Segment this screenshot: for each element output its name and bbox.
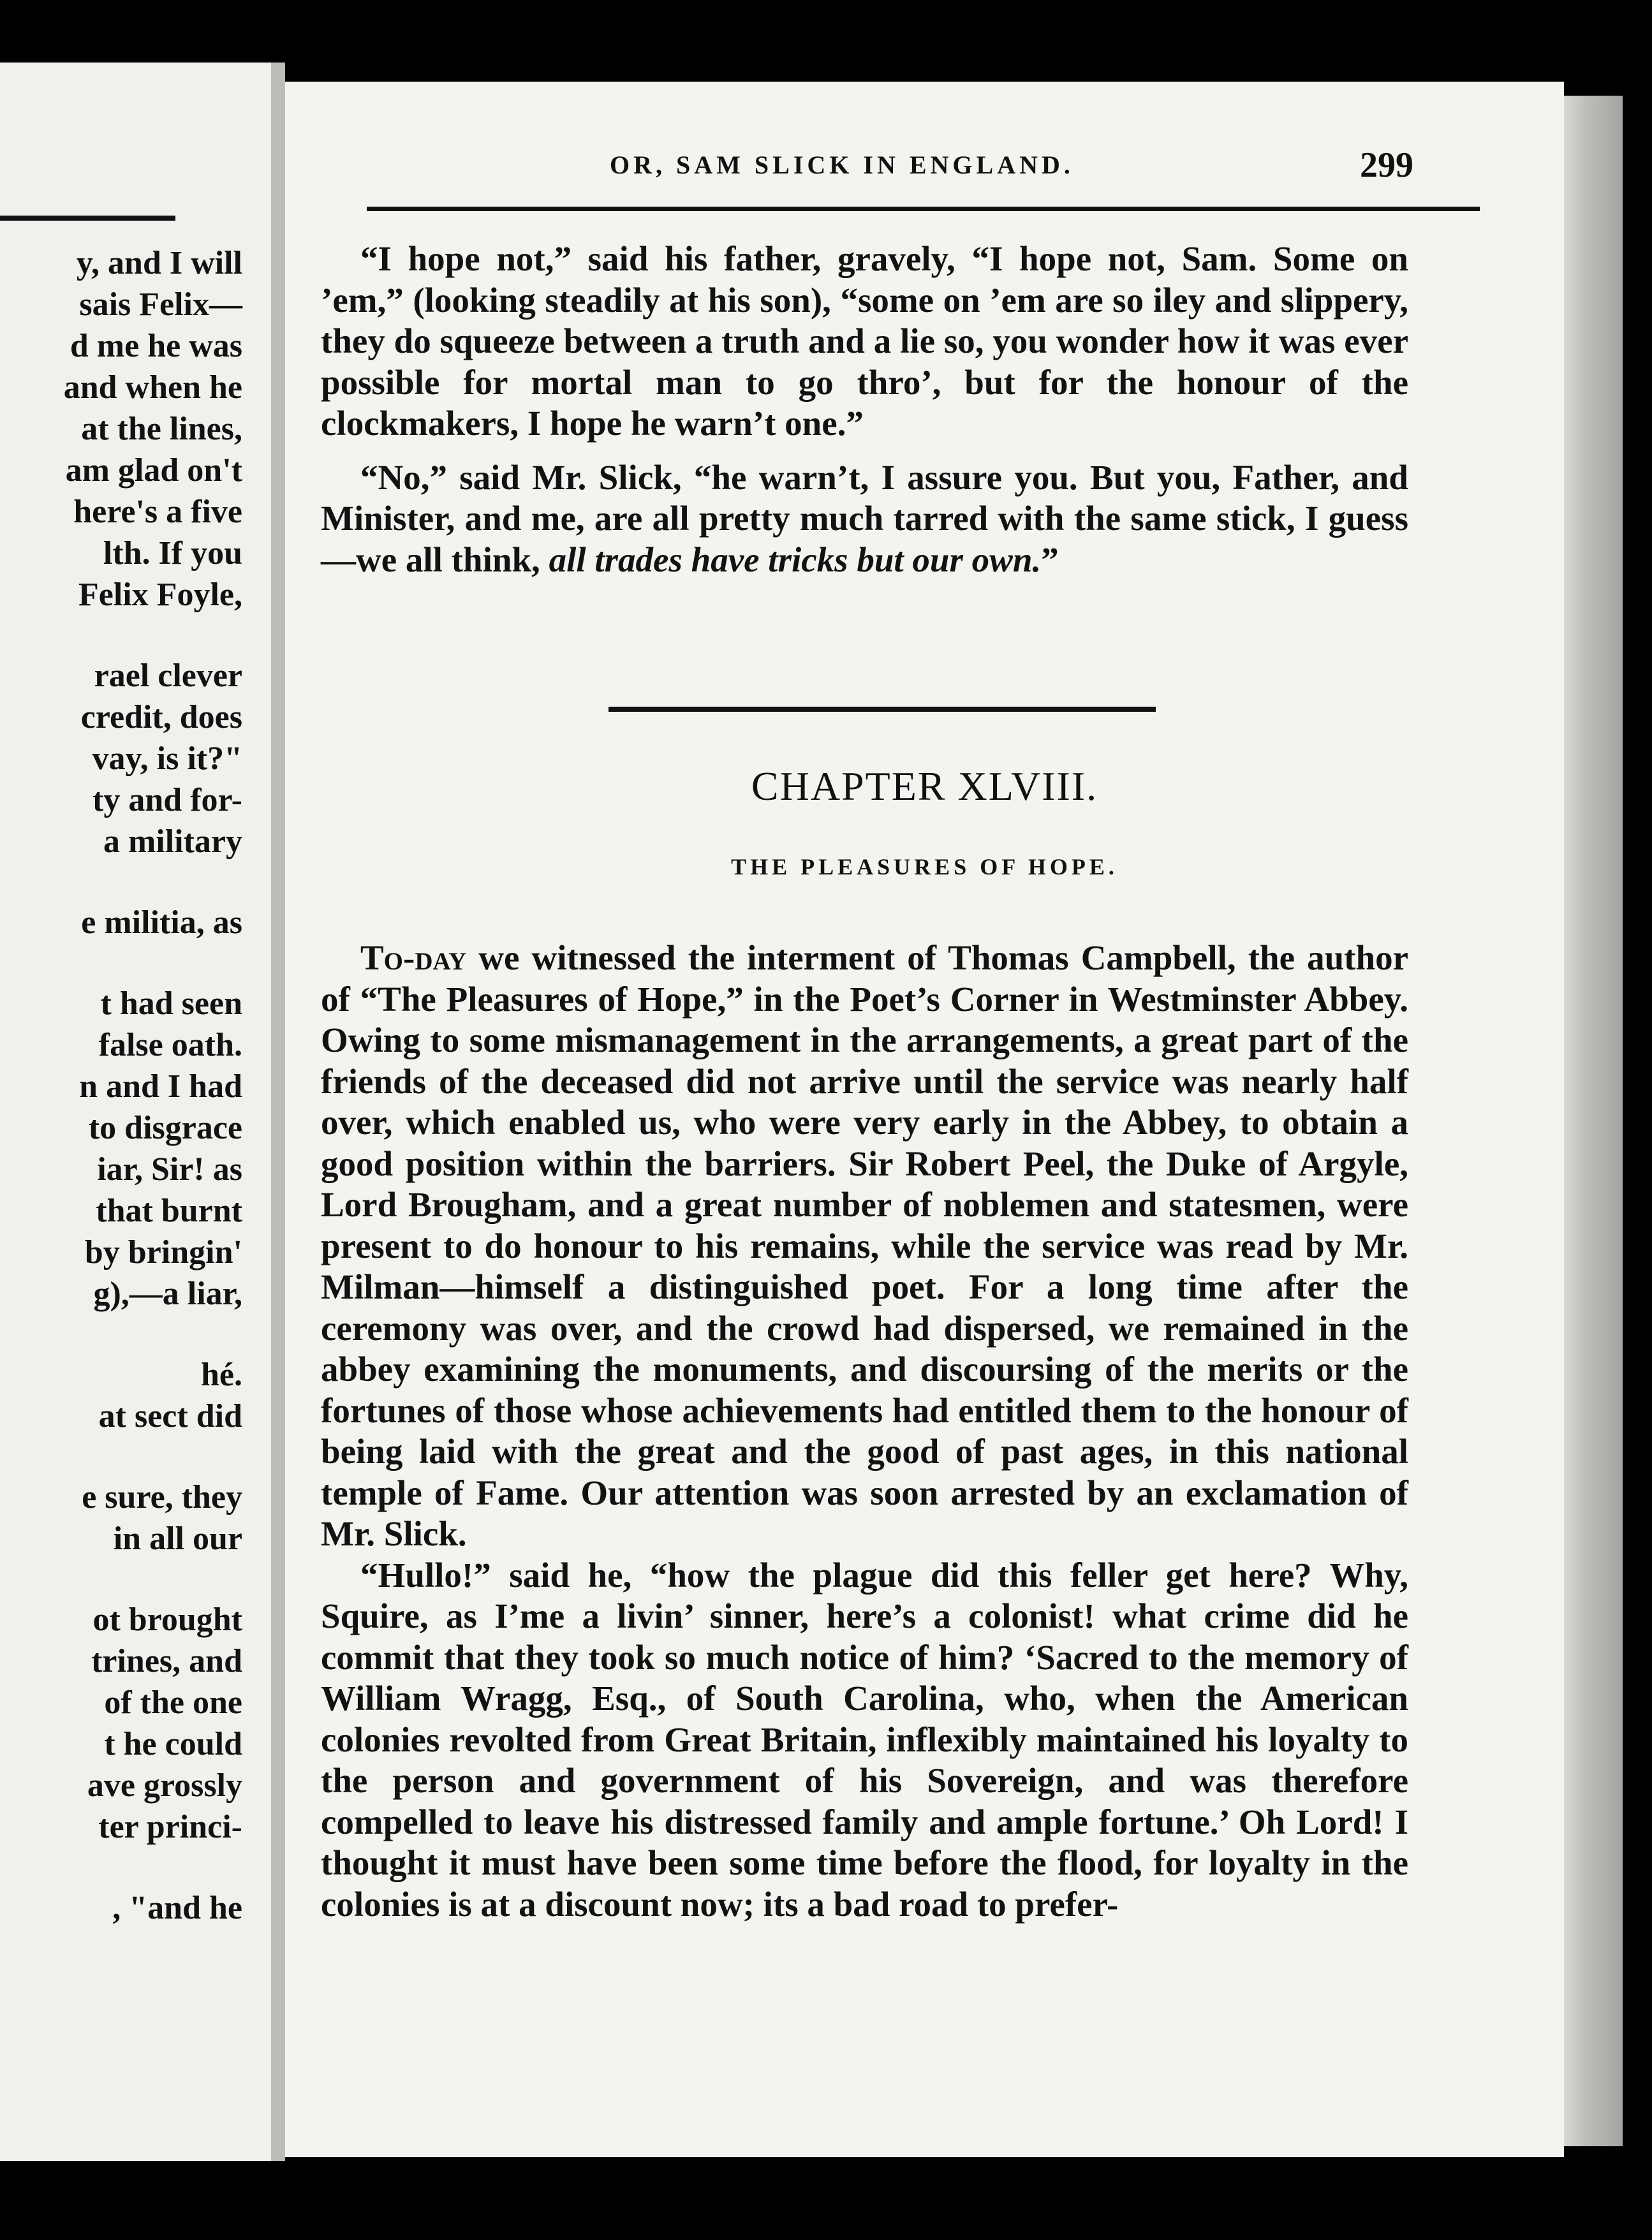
- line-gap: [13, 862, 242, 902]
- line-gap: [13, 1315, 242, 1354]
- left-page-line: sais Felix—: [79, 286, 242, 323]
- book-gutter: [271, 63, 285, 2161]
- line-gap: [13, 1559, 242, 1599]
- paragraph: “Hullo!” said he, “how the plague did this feller get here? Why, Squire, as I’me a livin’ sinner, here’s a colonist! what crime did he commit that they took so much notice of him? ‘Sacred to the memory of William Wragg, Esq., of South Carolina, who, when the American colonies revolted from Great Britain, inflexibly maintained his loyalty to the person and government of his Sovereign, and was therefore compelled to leave his distressed family and ample fortune.’ Oh Lord! I thought it must have been some time before the flood, for loyalty in the colonies is at a discount now; its a bad road to prefer-: [321, 1555, 1408, 1924]
- left-page-line: ty and for-: [92, 782, 242, 818]
- left-page-line: ter princi-: [98, 1809, 242, 1845]
- section-divider: [608, 707, 1156, 712]
- left-page-line: rael clever: [94, 658, 242, 694]
- chapter-title: CHAPTER XLVIII.: [751, 763, 1098, 809]
- left-page-line: by bringin': [84, 1234, 242, 1271]
- left-page-line: ot brought: [92, 1602, 242, 1638]
- line-gap: [13, 1848, 242, 1887]
- left-page-line: , "and he: [112, 1890, 242, 1926]
- left-page-line: Felix Foyle,: [78, 577, 242, 613]
- left-page-line: at sect did: [98, 1398, 242, 1434]
- chapter-subtitle: THE PLEASURES OF HOPE.: [731, 854, 1118, 880]
- left-page-line: lth. If you: [103, 535, 242, 571]
- header-rule: [367, 207, 1480, 211]
- left-page-line: at the lines,: [81, 411, 242, 447]
- section-2: [321, 938, 1408, 1925]
- page-edge: [1564, 96, 1623, 2146]
- paragraph: “No,” said Mr. Slick, “he warn’t, I assure you. But you, Father, and Minister, and me, are all pretty much tarred with the same stick, I guess—we all think, all trades have tricks but our own.”: [321, 457, 1408, 579]
- left-page-line: t he could: [104, 1726, 242, 1762]
- left-page-line: and when he: [63, 369, 242, 406]
- left-page-line: of the one: [104, 1684, 242, 1721]
- left-page-line: ave grossly: [87, 1767, 242, 1804]
- left-page-line: credit, does: [80, 699, 242, 735]
- main-page: [285, 82, 1564, 2157]
- left-page-line: here's a five: [73, 494, 242, 530]
- left-page-line: to disgrace: [88, 1110, 242, 1146]
- line-gap: [13, 943, 242, 983]
- section-1: [321, 239, 1408, 580]
- left-page-line: that burnt: [96, 1193, 242, 1229]
- left-page-line: d me he was: [70, 328, 242, 364]
- lead-word: To-day: [360, 938, 467, 977]
- left-page-text: [13, 242, 242, 1929]
- left-page-line: vay, is it?": [92, 741, 242, 777]
- line-gap: [13, 615, 242, 655]
- left-page-line: false oath.: [98, 1027, 242, 1063]
- left-page-line: hé.: [201, 1357, 242, 1393]
- left-page: [0, 63, 271, 2161]
- left-page-line: iar, Sir! as: [97, 1151, 242, 1188]
- page-header: [285, 145, 1564, 201]
- left-page-line: in all our: [113, 1521, 242, 1557]
- line-gap: [13, 1437, 242, 1477]
- left-page-line: t had seen: [100, 985, 242, 1022]
- left-page-line: a military: [103, 823, 242, 860]
- paragraph: To-day we witnessed the interment of Thomas Campbell, the author of “The Pleasures of Hope,” in the Poet’s Corner in Westminster Abbey. Owing to some mismanagement in the arrangements, a great part of the friends of the deceased did not arrive until the service was nearly half over, which enabled us, who were very early in the Abbey, to obtain a good position within the barriers. Sir Robert Peel, the Duke of Argyle, Lord Brougham, and a great number of noblemen and statesmen, were present to do honour to his remains, while the service was read by Mr. Milman—himself a distinguished poet. For a long time after the ceremony was over, and the crowd had dispersed, we remained in the abbey examining the monuments, and discoursing of the merits or the fortunes of those whose achievements had entitled them to the honour of being laid with the great and the good of past ages, in this national temple of Fame. Our attention was soon arrested by an exclamation of Mr. Slick.: [321, 938, 1408, 1553]
- left-page-line: am glad on't: [65, 452, 242, 489]
- running-title: OR, SAM SLICK IN ENGLAND.: [610, 151, 1074, 179]
- left-page-line: y, and I will: [76, 245, 242, 281]
- left-page-rule: [0, 216, 175, 221]
- left-page-line: g),—a liar,: [93, 1276, 242, 1312]
- left-page-line: e sure, they: [82, 1479, 242, 1515]
- left-page-line: e militia, as: [81, 904, 242, 941]
- left-page-line: trines, and: [91, 1643, 242, 1679]
- left-page-line: n and I had: [79, 1068, 242, 1105]
- page-number: 299: [1360, 145, 1413, 185]
- paragraph: “I hope not,” said his father, gravely, “I hope not, Sam. Some on ’em,” (looking steadily at his son), “some on ’em are so iley and slippery, they do squeeze between a truth and a lie so, you wonder how it was ever possible for mortal man to go thro’, but for the honour of the clockmakers, I hope he warn’t one.”: [321, 239, 1408, 443]
- italic-phrase: all trades have tricks but our own.: [549, 540, 1042, 579]
